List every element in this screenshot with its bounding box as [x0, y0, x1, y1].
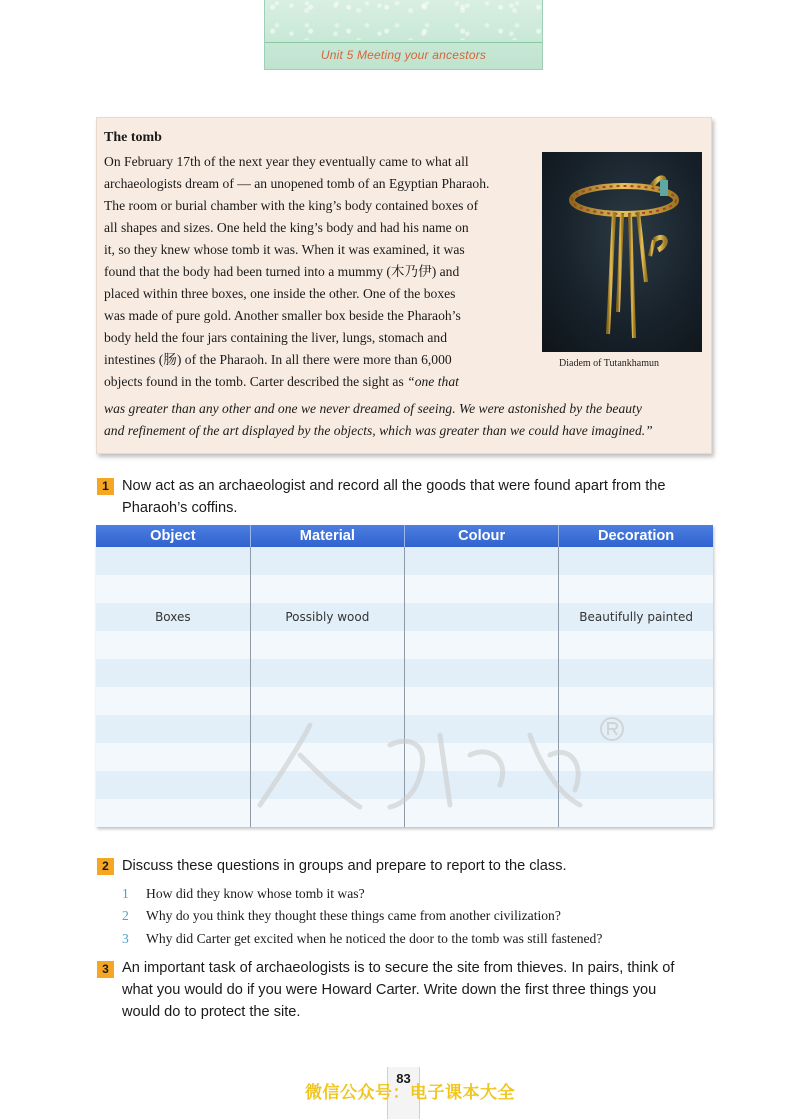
table-cell[interactable] [96, 771, 250, 799]
table-cell[interactable] [559, 715, 713, 743]
table-row [96, 687, 713, 715]
exercise-1-line: Pharaoh’s coffins. [122, 500, 238, 516]
exercise-number-badge: 1 [97, 478, 114, 495]
diadem-illustration [542, 152, 702, 352]
banner-texture [265, 0, 542, 40]
table-row [96, 603, 713, 631]
table-cell[interactable] [559, 743, 713, 771]
table-cell[interactable] [96, 631, 250, 659]
table-cell[interactable] [559, 799, 713, 827]
exercise-3-line: what you would do if you were Howard Carter. Write down the first three things you [122, 982, 657, 998]
table-cell[interactable]: Possibly wood [250, 603, 404, 631]
question-number: 2 [122, 908, 129, 923]
table-cell[interactable] [250, 631, 404, 659]
quote-line: and refinement of the art displayed by the objects, which was greater than we could have imagined.” [104, 423, 653, 438]
table-cell[interactable] [96, 687, 250, 715]
question-item [122, 931, 602, 947]
reading-body [104, 151, 534, 393]
reading-line: The room or burial chamber with the king’s body contained boxes of [104, 198, 479, 213]
table-row [96, 547, 713, 575]
question-item [122, 886, 365, 902]
table-cell[interactable] [250, 771, 404, 799]
table-cell[interactable] [405, 771, 559, 799]
table-cell[interactable] [96, 659, 250, 687]
column-header-decoration: Decoration [559, 525, 713, 547]
table-cell[interactable] [559, 771, 713, 799]
reading-line: archaeologists dream of — an unopened tomb of an Egyptian Pharaoh. [104, 176, 490, 191]
reading-line: body held the four jars containing the liver, lungs, stomach and [104, 330, 447, 345]
reading-line: On February 17th of the next year they eventually came to what all [104, 154, 469, 169]
question-text: Why did Carter get excited when he noticed the door to the tomb was still fastened? [146, 931, 603, 946]
question-text: How did they know whose tomb it was? [146, 886, 365, 901]
table-cell[interactable] [405, 799, 559, 827]
table-cell[interactable]: Beautifully painted [559, 603, 713, 631]
goods-table [96, 525, 713, 827]
exercise-number-badge: 2 [97, 858, 114, 875]
table-cell[interactable] [96, 547, 250, 575]
table-cell[interactable] [559, 659, 713, 687]
exercise-2-prompt: Discuss these questions in groups and prepare to report to the class. [122, 858, 567, 874]
unit-title: Unit 5 Meeting your ancestors [320, 48, 487, 62]
reading-title: The tomb [104, 130, 162, 145]
reading-line: was made of pure gold. Another smaller box beside the Pharaoh’s [104, 308, 461, 323]
exercise-1-instructions [122, 475, 722, 519]
table-cell[interactable] [559, 631, 713, 659]
table-cell[interactable] [250, 687, 404, 715]
table-row [96, 743, 713, 771]
table-cell[interactable] [96, 575, 250, 603]
table-cell[interactable] [250, 715, 404, 743]
goods-table-container [96, 525, 713, 827]
table-cell[interactable] [405, 715, 559, 743]
reading-line: all shapes and sizes. One held the king’s body and had his name on [104, 220, 469, 235]
table-row [96, 771, 713, 799]
reading-quote [104, 398, 708, 442]
table-cell[interactable] [405, 743, 559, 771]
reading-line: intestines (肠) of the Pharaoh. In all there were more than 6,000 [104, 352, 452, 367]
table-cell[interactable] [559, 575, 713, 603]
reading-passage-box [96, 117, 712, 454]
table-header-row [96, 525, 713, 547]
table-row [96, 659, 713, 687]
table-cell[interactable] [405, 575, 559, 603]
reading-line: it, so they knew whose tomb it was. When it was examined, it was [104, 242, 465, 257]
question-text: Why do you think they thought these things came from another civilization? [146, 908, 561, 923]
table-cell[interactable]: Boxes [96, 603, 250, 631]
column-header-material: Material [250, 525, 404, 547]
table-cell[interactable] [405, 631, 559, 659]
footer-watermark-text: 微信公众号：电子课本大全 [305, 1083, 515, 1103]
table-cell[interactable] [405, 603, 559, 631]
exercise-3-line: would do to protect the site. [122, 1004, 301, 1020]
banner-divider [265, 42, 542, 43]
question-number: 1 [122, 886, 129, 901]
quote-start: “one that [407, 374, 459, 389]
table-cell[interactable] [405, 659, 559, 687]
reading-line-plain: objects found in the tomb. Carter described the sight as [104, 374, 408, 389]
table-cell[interactable] [96, 799, 250, 827]
table-row [96, 575, 713, 603]
page-number: 83 [387, 1067, 420, 1119]
table-cell[interactable] [250, 547, 404, 575]
table-cell[interactable] [559, 687, 713, 715]
table-cell[interactable] [250, 743, 404, 771]
table-cell[interactable] [96, 743, 250, 771]
table-cell[interactable] [250, 799, 404, 827]
reading-line: placed within three boxes, one inside the other. One of the boxes [104, 286, 456, 301]
table-cell[interactable] [405, 547, 559, 575]
table-cell[interactable] [559, 547, 713, 575]
exercise-3-line: An important task of archaeologists is to secure the site from thieves. In pairs, think of [122, 960, 675, 976]
exercise-3-instructions [122, 957, 722, 1023]
reading-line [104, 371, 534, 393]
exercise-number-badge: 3 [97, 961, 114, 978]
table-cell[interactable] [250, 575, 404, 603]
column-header-colour: Colour [405, 525, 559, 547]
table-cell[interactable] [96, 715, 250, 743]
exercise-1-line: Now act as an archaeologist and record all the goods that were found apart from the [122, 478, 666, 494]
unit-header-banner [264, 0, 543, 70]
question-number: 3 [122, 931, 129, 946]
question-item [122, 908, 561, 924]
photo-caption: Diadem of Tutankhamun [559, 358, 659, 369]
reading-line: found that the body had been turned into a mummy (木乃伊) and [104, 264, 460, 279]
table-cell[interactable] [405, 687, 559, 715]
quote-line: was greater than any other and one we never dreamed of seeing. We were astonished by the beauty [104, 401, 642, 416]
table-row [96, 631, 713, 659]
table-row [96, 715, 713, 743]
table-row [96, 799, 713, 827]
diadem-photo [542, 152, 702, 352]
column-header-object: Object [96, 525, 250, 547]
table-cell[interactable] [250, 659, 404, 687]
